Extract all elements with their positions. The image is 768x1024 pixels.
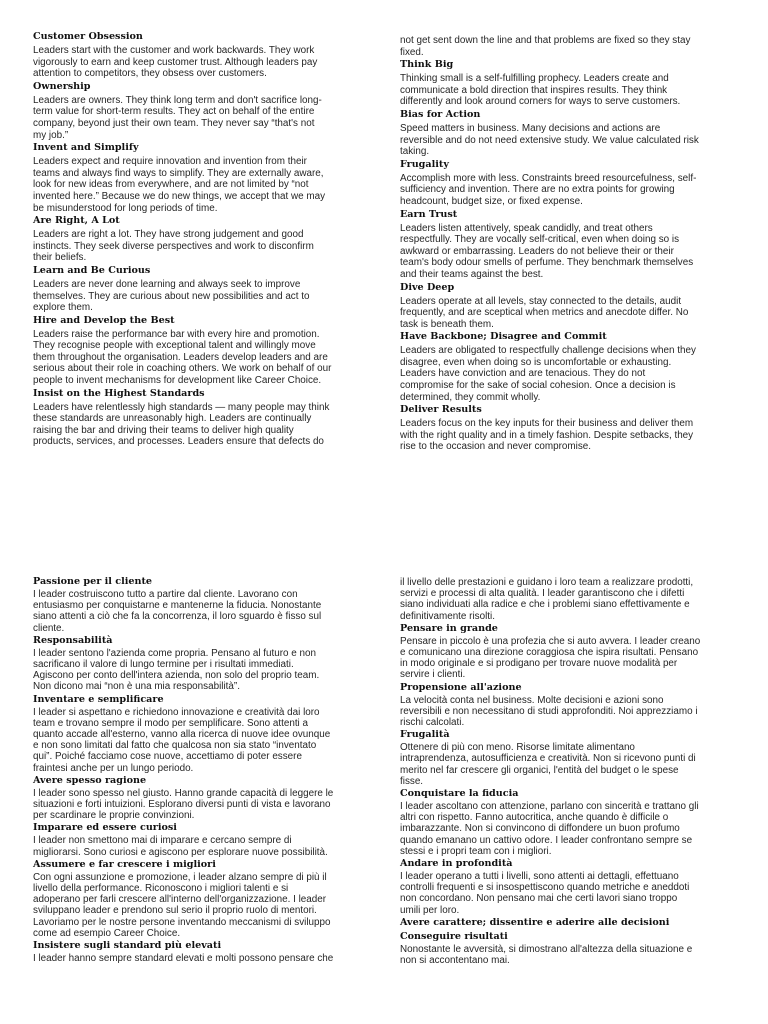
principle-text: I leader si aspettano e richiedono innovazione e creatività dai loro team e trovano sempre il modo per semplificare. Sono attenti a quanto accade all'esterno, vanno alla ricerca di nuove idee ovunque e non sono limitati dal fatto che qualcosa non sia stato “inventato qui”. Poiché facciamo cose nuove, accettiamo di poter essere fraintesi anche per un lungo periodo. xyxy=(33,706,331,774)
principle-earn-trust xyxy=(400,208,733,281)
principle-are-right xyxy=(33,214,366,264)
principle-title: Invent and Simplify xyxy=(33,142,139,154)
principle-title: Earn Trust xyxy=(400,208,458,220)
principio-andare-profondita xyxy=(400,857,733,916)
principle-text: Pensare in piccolo è una profezia che si auto avvera. I leader creano e comunicano una direzione coraggiosa che ispira risultati. Pensano in modo originale e si prodigano per trovare nuove modalità per servire i clienti. xyxy=(400,635,701,681)
principle-bias-for-action xyxy=(400,108,733,158)
principle-title: Are Right, A Lot xyxy=(33,215,120,227)
principle-title: Hire and Develop the Best xyxy=(33,314,175,326)
principle-title: Frugalità xyxy=(400,729,450,741)
principle-title: Responsabilità xyxy=(33,634,113,646)
principle-title: Think Big xyxy=(400,59,454,71)
principle-title: Insist on the Highest Standards xyxy=(33,387,205,399)
principle-text: Leaders are right a lot. They have strong judgement and good instincts. They seek diverse perspectives and work to disconfirm their beliefs. xyxy=(33,229,314,264)
principle-title: Imparare ed essere curiosi xyxy=(33,822,177,834)
principle-text: Leaders raise the performance bar with every hire and promotion. They recognise people with exceptional talent and willingly move them throughout the organisation. Leaders develop leaders and are serious about their role in coaching others. We work on behalf of our people to invent mechanisms for development like Career Choice. xyxy=(33,328,332,387)
principle-title: Avere carattere; dissentire e aderire alle decisioni xyxy=(400,916,670,928)
principle-text: I leader costruiscono tutto a partire dal cliente. Lavorano con entusiasmo per conquistarne e mantenerne la fiducia. Nonostante siano attenti a ciò che fa la concorrenza, il loro sguardo è fisso sul cliente. xyxy=(33,589,322,634)
principle-title: Conquistare la fiducia xyxy=(400,788,519,800)
principio-avere-ragione xyxy=(33,774,366,822)
principle-title: Insistere sugli standard più elevati xyxy=(33,940,222,952)
principio-assumere-migliori xyxy=(33,858,366,939)
principio-imparare-curiosi xyxy=(33,821,366,857)
principle-title: Avere spesso ragione xyxy=(33,774,147,786)
english-left-column xyxy=(33,30,366,448)
principle-text: Leaders listen attentively, speak candidly, and treat others respectfully. They are vocally self-critical, even when doing so is awkward or embarrassing. Leaders do not believe their or their team's body odour smells of perfume. They benchmark themselves and their teams against the best. xyxy=(400,222,694,280)
principle-text: Accomplish more with less. Constraints breed resourcefulness, self- sufficiency and invention. There are no extra points for growing headcount, budget size, or fixed expense. xyxy=(400,172,697,207)
principle-frugality xyxy=(400,158,733,208)
principle-title: Dive Deep xyxy=(400,281,455,293)
principle-text: I leader hanno sempre standard elevati e molti possono pensare che xyxy=(33,953,334,965)
principle-title: Frugality xyxy=(400,158,449,170)
principle-title: Andare in profondità xyxy=(400,858,513,870)
principle-title: Have Backbone; Disagree and Commit xyxy=(400,331,607,343)
principle-title: Ownership xyxy=(33,80,91,92)
principle-think-big xyxy=(400,58,733,108)
principle-text: I leader sono spesso nel giusto. Hanno grande capacità di leggere le situazioni e forti intuizioni. Esplorano diversi punti di vista e lavorano per scardinare le proprie convinzioni. xyxy=(33,787,334,822)
principle-hire-develop xyxy=(33,314,366,387)
principle-text: Con ogni assunzione e promozione, i leader alzano sempre di più il livello della performance. Riconoscono i migliori talenti e si adoperano per farli crescere all'interno dell'organizzazione. I leader sviluppano leader e prendono sul serio il proprio ruolo di mentori. Lavoriamo per le nostre persone inventando meccanismi di sviluppo come ad esempio Career Choice. xyxy=(33,871,331,939)
principle-dive-deep xyxy=(400,281,733,331)
principle-text: Ottenere di più con meno. Risorse limitate alimentano intraprendenza, autosufficienza e creatività. Non si ricevono punti di merito nel far crescere gli organici, l'entità del budget o le spese fisse. xyxy=(400,742,696,787)
principle-ownership xyxy=(33,80,366,141)
principle-title: Assumere e far crescere i migliori xyxy=(33,858,216,870)
principle-title: Learn and Be Curious xyxy=(33,264,151,276)
principle-text: I leader non smettono mai di imparare e cercano sempre di migliorarsi. Sono curiosi e agiscono per esplorare nuove possibilità. xyxy=(33,835,328,858)
italian-right-column xyxy=(400,577,733,966)
principio-conquistare-fiducia xyxy=(400,787,733,857)
italian-left-column xyxy=(33,575,366,964)
principle-have-backbone xyxy=(400,330,733,403)
principle-text: Leaders operate at all levels, stay connected to the details, audit frequently, and are sceptical when metrics and anecdote differ. No task is beneath them. xyxy=(400,295,689,330)
principle-title: Inventare e semplificare xyxy=(33,693,164,705)
principle-customer-obsession xyxy=(33,30,366,80)
principio-standard-elevati xyxy=(33,939,366,964)
principle-text: I leader operano a tutti i livelli, sono attenti ai dettagli, effettuano controlli frequenti e si insospettiscono quando metriche e aneddoti non concordano. Non pensano mai che certi lavori siano troppo umili per loro. xyxy=(400,871,690,916)
principio-propensione-azione xyxy=(400,681,733,729)
principle-text: Nonostante le avversità, si dimostrano all'altezza della situazione e non si accontentano mai. xyxy=(400,943,693,967)
principle-text: Leaders focus on the key inputs for their business and deliver them with the right quality and in a timely fashion. Despite setbacks, they rise to the occasion and never compromise. xyxy=(400,418,694,453)
principle-title: Passione per il cliente xyxy=(33,576,153,587)
principle-highest-standards xyxy=(33,387,366,448)
principle-invent-simplify xyxy=(33,141,366,214)
principle-text: La velocità conta nel business. Molte decisioni e azioni sono reversibili e non necessitano di studi approfonditi. Noi apprezziamo i rischi calcolati. xyxy=(400,694,698,729)
principle-title: Deliver Results xyxy=(400,404,482,416)
principio-inventare-semplificare xyxy=(33,693,366,774)
principle-title: Customer Obsession xyxy=(33,31,143,42)
principle-title: Conseguire risultati xyxy=(400,930,508,942)
principle-text: I leader sentono l'azienda come propria. Pensano al futuro e non sacrificano il valore di lungo termine per i risultati immediati. Agiscono per conto dell'intera azienda, non solo del proprio team. Non dicono mai “non è una mia responsabilità”. xyxy=(33,647,320,693)
principle-title: Pensare in grande xyxy=(400,622,498,634)
principle-text: Thinking small is a self-fulfilling prophecy. Leaders create and communicate a bold direction that inspires results. They think differently and look around corners for ways to serve customers. xyxy=(400,73,681,108)
continued-text: not get sent down the line and that problems are fixed so they stay fixed. xyxy=(400,35,691,58)
continued-text: il livello delle prestazioni e guidano i loro team a realizzare prodotti, servizi e processi di alta qualità. I leader garantiscono che i difetti siano individuati alla radice e che i problemi siano effettivamente e definitivamente risolti. xyxy=(400,577,694,622)
principio-frugalita xyxy=(400,728,733,787)
principle-deliver-results xyxy=(400,403,733,453)
principio-passione-cliente xyxy=(33,575,366,634)
principle-text: Leaders expect and require innovation and invention from their teams and always find ways to simplify. They are externally aware, look for new ideas from everywhere, and are not limited by “not invented here.” Because we do new things, we accept that we may be misunderstood for long periods of time. xyxy=(33,156,326,214)
principle-learn-curious xyxy=(33,264,366,314)
principle-title: Propensione all'azione xyxy=(400,681,522,693)
principle-text: Leaders are owners. They think long term and don't sacrifice long- term value for short-term results. They act on behalf of the entire company, beyond just their own team. They never say “that's not my job.” xyxy=(33,94,322,141)
principle-text: Leaders are obligated to respectfully challenge decisions when they disagree, even when doing so is uncomfortable or exhausting. Leaders have conviction and are tenacious. They do not compromise for the sake of social cohesion. Once a decision is determined, they commit wholly. xyxy=(400,345,696,403)
principle-text: Leaders are never done learning and always seek to improve themselves. They are curious about new possibilities and act to explore them. xyxy=(33,278,310,314)
principle-title: Bias for Action xyxy=(400,108,481,120)
principio-responsabilita xyxy=(33,634,366,693)
principle-text: Speed matters in business. Many decisions and actions are reversible and do not need extensive study. We value calculated risk taking. xyxy=(400,122,699,158)
principio-conseguire-risultati xyxy=(400,930,733,966)
english-right-column xyxy=(400,35,733,453)
principio-avere-carattere xyxy=(400,916,733,929)
principle-text: I leader ascoltano con attenzione, parlano con sincerità e trattano gli altri con rispetto. Fanno autocritica, anche quando è difficile o imbarazzante. Non si convincono di diffondere un buon profumo quando emanano un cattivo odore. I leader confrontano sempre se stessi e i propri team con i migliori. xyxy=(400,801,699,857)
principle-text: Leaders have relentlessly high standards — many people may think these standards are unreasonably high. Leaders are continually raising the bar and driving their teams to deliver high quality products, services, and processes. Leaders ensure that defects do xyxy=(33,401,330,448)
principle-text: Leaders start with the customer and work backwards. They work vigorously to earn and keep customer trust. Although leaders pay attention to competitors, they obsess over customers. xyxy=(33,45,318,80)
principio-pensare-grande xyxy=(400,622,733,681)
